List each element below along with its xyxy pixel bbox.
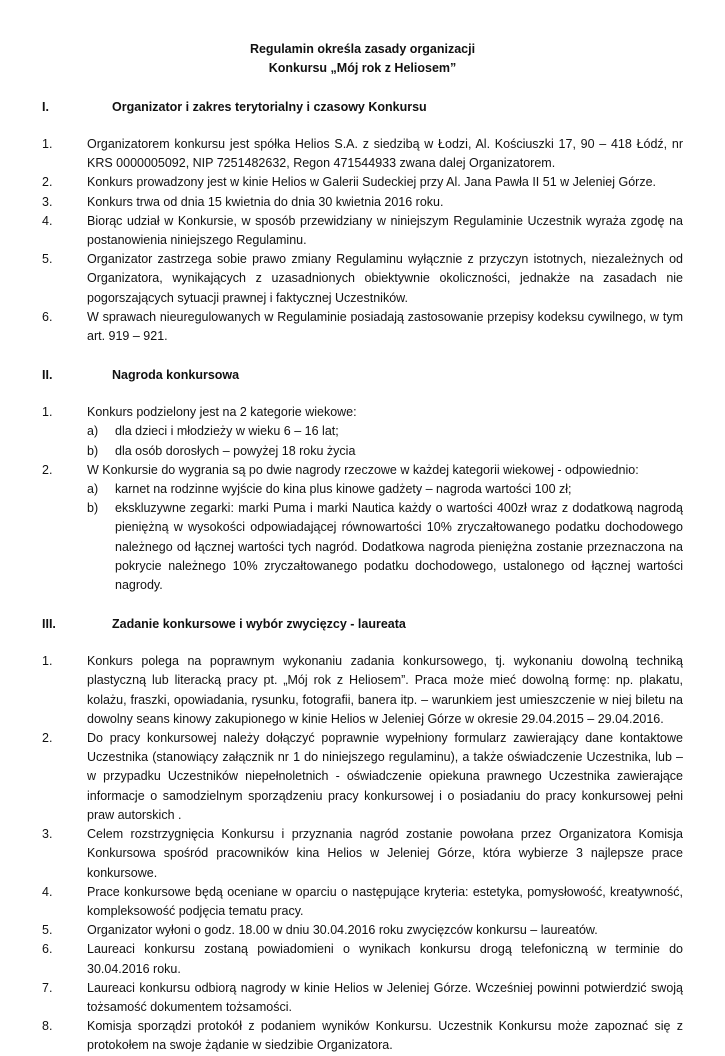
sub-item xyxy=(42,480,683,499)
list-item xyxy=(42,825,683,883)
item-text: W sprawach nieuregulowanych w Regulaminie posiadają zastosowanie przepisy kodeksu cywilnego, w tym art. 919 – 921. xyxy=(87,309,683,344)
sub-item-text: dla dzieci i młodzieży w wieku 6 – 16 lat; xyxy=(115,424,339,439)
section-item-list xyxy=(42,403,683,595)
section-item-list xyxy=(42,652,683,1055)
item-number: 1. xyxy=(42,137,53,151)
list-item xyxy=(42,940,683,978)
item-text: Organizatorem konkursu jest spółka Helios S.A. z siedzibą w Łodzi, Al. Kościuszki 17, 90 – 418 Łódź, nr KRS 0000005092, NIP 7251482632, Regon 471544933 zwana dalej Organizatorem. xyxy=(87,137,683,171)
item-text: Organizator zastrzega sobie prawo zmiany Regulaminu wyłącznie z przyczyn istotnych, niezależnych od Organizatora, wynikających z uzasadnionych obiektywnie okoliczności, jednakże na zasadach nie pogorszających sytuacji prawnej i faktycznej Uczestników. xyxy=(87,252,683,305)
item-text: Organizator wyłoni o godz. 18.00 w dniu 30.04.2016 roku zwycięzców konkursu – laureatów. xyxy=(87,923,598,938)
sub-item-letter: b) xyxy=(87,443,99,458)
item-text: Laureaci konkursu zostaną powiadomieni o wynikach konkursu drogą telefoniczną w terminie do 30.04.2016 roku. xyxy=(87,942,683,976)
item-number: 2. xyxy=(42,175,53,190)
list-item xyxy=(42,883,683,921)
item-number: 2. xyxy=(42,462,53,477)
list-item xyxy=(42,729,683,825)
section-number: I. xyxy=(42,100,49,114)
section-title: Organizator i zakres terytorialny i czasowy Konkursu xyxy=(112,100,427,114)
document-title xyxy=(42,40,683,78)
item-number: 6. xyxy=(42,309,53,324)
section-number: II. xyxy=(42,368,53,383)
item-number: 5. xyxy=(42,252,53,267)
item-text: Celem rozstrzygnięcia Konkursu i przyznania nagród zostanie powołana przez Organizatora Komisja Konkursowa spośród pracowników kina Helios w Jeleniej Górze, która wybierze 3 najlepsze prace konkursowe. xyxy=(87,827,683,880)
sub-item-text: ekskluzywne zegarki: marki Puma i marki Nautica każdy o wartości 400zł wraz z dodatkową nagrodą pieniężną w wysokości odpowiadającej równowartości 10% zryczałtowanego podatku dochodowego należnego od łącznej wartości tych nagród. Dodatkowa nagroda pieniężna zostanie przeznaczona na pokrycie należnego 10% zryczałtowanego podatku dochodowego, ustalonego od łącznej wartości nagrody. xyxy=(115,501,683,593)
sub-item-letter: a) xyxy=(87,482,99,497)
item-text: Laureaci konkursu odbiorą nagrody w kinie Helios w Jeleniej Górze. Wcześniej powinni potwierdzić swoją tożsamość dokumentem tożsamości. xyxy=(87,980,683,1014)
list-item xyxy=(42,135,683,173)
item-number: 4. xyxy=(42,884,53,899)
sub-item-letter: a) xyxy=(87,424,99,439)
item-text: W Konkursie do wygrania są po dwie nagrody rzeczowe w każdej kategorii wiekowej - odpowiednio: xyxy=(87,462,639,477)
section-heading xyxy=(42,98,683,117)
item-text: Komisja sporządzi protokół z podaniem wyników Konkursu. Uczestnik Konkursu może zapoznać się z protokołem na swoje żądanie w siedzibie Organizatora. xyxy=(87,1019,683,1053)
list-item xyxy=(42,921,683,940)
list-item xyxy=(42,979,683,1017)
section-heading xyxy=(42,615,683,634)
sub-item xyxy=(42,442,683,461)
section-number: III. xyxy=(42,617,56,632)
list-item xyxy=(42,652,683,729)
item-number: 7. xyxy=(42,980,53,995)
list-item xyxy=(42,1017,683,1055)
list-item xyxy=(42,193,683,212)
item-text: Konkurs trwa od dnia 15 kwietnia do dnia 30 kwietnia 2016 roku. xyxy=(87,194,444,209)
item-text: Konkurs podzielony jest na 2 kategorie wiekowe: xyxy=(87,405,357,420)
list-item xyxy=(42,403,683,461)
list-item xyxy=(42,461,683,595)
item-text: Konkurs prowadzony jest w kinie Helios w Galerii Sudeckiej przy Al. Jana Pawła II 51 w Jeleniej Górze. xyxy=(87,175,657,190)
item-number: 6. xyxy=(42,942,53,957)
item-number: 5. xyxy=(42,923,53,938)
sub-item-text: karnet na rodzinne wyjście do kina plus kinowe gadżety – nagroda wartości 100 zł; xyxy=(115,482,572,497)
section-title: Zadanie konkursowe i wybór zwycięzcy - laureata xyxy=(112,617,406,632)
list-item xyxy=(42,308,683,346)
item-text: Biorąc udział w Konkursie, w sposób przewidziany w niniejszym Regulaminie Uczestnik wyraża zgodę na postanowienia niniejszego Regulaminu. xyxy=(87,213,683,248)
section-title: Nagroda konkursowa xyxy=(112,368,240,383)
item-number: 8. xyxy=(42,1019,53,1034)
item-text: Do pracy konkursowej należy dołączyć poprawnie wypełniony formularz zawierający dane kontaktowe Uczestnika (stanowiący załącznik nr 1 do niniejszego regulaminu), a także oświadczenie Uczestnika, lub – w przypadku Uczestników niepełnoletnich - oświadczenie opiekuna prawnego Uczestnika zawierające informacje o samodzielnym sporządzeniu pracy konkursowej i o posiadaniu do pracy konkursowej pełni praw autorskich . xyxy=(87,731,683,822)
item-number: 1. xyxy=(42,405,53,420)
sub-item xyxy=(42,499,683,595)
title-line-2: Konkursu „Mój rok z Heliosem” xyxy=(268,61,457,75)
item-number: 1. xyxy=(42,654,53,669)
item-number: 3. xyxy=(42,194,53,209)
list-item xyxy=(42,173,683,192)
list-item xyxy=(42,212,683,250)
sections-container xyxy=(42,98,683,1056)
item-number: 3. xyxy=(42,827,53,842)
sub-item xyxy=(42,422,683,441)
section-item-list xyxy=(42,135,683,346)
sub-item-text: dla osób dorosłych – powyżej 18 roku życia xyxy=(115,443,356,458)
item-text: Prace konkursowe będą oceniane w oparciu o następujące kryteria: estetyka, pomysłowość, kreatywność, kompleksowość podjęcia tematu pracy. xyxy=(87,884,683,918)
title-line-1: Regulamin określa zasady organizacji xyxy=(249,42,476,56)
list-item xyxy=(42,250,683,308)
section-heading xyxy=(42,366,683,385)
sub-item-letter: b) xyxy=(87,501,99,516)
item-number: 2. xyxy=(42,731,53,746)
item-text: Konkurs polega na poprawnym wykonaniu zadania konkursowego, tj. wykonaniu dowolną techniką plastyczną lub literacką pracy pt. „Mój rok z Heliosem”. Praca może mieć dowolną formę: np. plakatu, kolażu, fraszki, opowiadania, rysunku, fotografii, banera itp. – warunkiem jest umieszczenie w niej biletu na dowolny seans kinowy zakupionego w kinie Helios w Jeleniej Górze w okresie 29.04.2015 – 29.04.2016. xyxy=(87,654,683,726)
item-number: 4. xyxy=(42,213,53,228)
